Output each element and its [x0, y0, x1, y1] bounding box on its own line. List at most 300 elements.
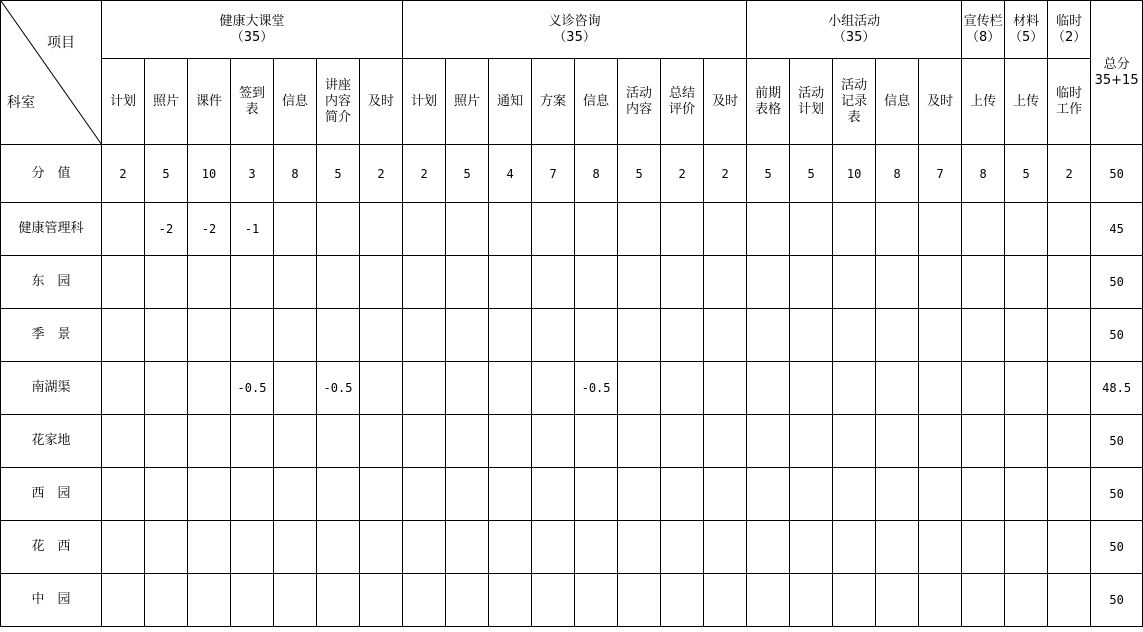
deduction-cell: [231, 574, 274, 627]
deduction-cell: [747, 415, 790, 468]
corner-top-label: 项目: [47, 35, 75, 51]
table-row: [1, 415, 1143, 468]
deduction-cell: [102, 468, 145, 521]
score-value: 5: [747, 145, 790, 203]
total-header: [1091, 1, 1143, 145]
score-value: 3: [231, 145, 274, 203]
deduction-cell: [102, 574, 145, 627]
deduction-cell: [833, 256, 876, 309]
group-label: 临时: [1056, 13, 1083, 29]
deduction-cell: [1005, 203, 1048, 256]
item-header-line: 信息: [281, 93, 308, 109]
deduction-cell: [618, 256, 661, 309]
score-row-label: 分 值: [1, 145, 102, 203]
deduction-cell: [403, 468, 446, 521]
deduction-cell: [1005, 415, 1048, 468]
score-value: 4: [489, 145, 532, 203]
item-header: [446, 59, 489, 145]
deduction-cell: [274, 203, 317, 256]
deduction-cell: [446, 256, 489, 309]
item-header-line: 及时: [712, 93, 739, 109]
deduction-cell: [575, 203, 618, 256]
item-header-line: 上传: [970, 93, 997, 109]
score-value: 5: [145, 145, 188, 203]
deduction-cell: [704, 309, 747, 362]
row-total: 50: [1091, 521, 1143, 574]
deduction-cell: [575, 521, 618, 574]
deduction-cell: [919, 468, 962, 521]
group-label: 宣传栏: [963, 13, 1003, 29]
deduction-cell: [1048, 309, 1091, 362]
group-score: （35）: [832, 29, 876, 45]
deduction-cell: [575, 468, 618, 521]
deduction-cell: [1005, 574, 1048, 627]
deduction-cell: [403, 574, 446, 627]
deduction-cell: [661, 309, 704, 362]
item-header: [489, 59, 532, 145]
deduction-cell: [833, 415, 876, 468]
deduction-cell: [919, 256, 962, 309]
deduction-cell: -2: [188, 203, 231, 256]
deduction-cell: [919, 574, 962, 627]
deduction-cell: -0.5: [317, 362, 360, 415]
deduction-cell: [317, 203, 360, 256]
deduction-cell: [102, 256, 145, 309]
row-total: 45: [1091, 203, 1143, 256]
deduction-cell: [360, 309, 403, 362]
deduction-cell: [403, 309, 446, 362]
group-score: （2）: [1051, 29, 1087, 45]
group-header: [1048, 1, 1091, 59]
deduction-cell: [790, 256, 833, 309]
score-value: 8: [962, 145, 1005, 203]
row-total: 50: [1091, 256, 1143, 309]
item-header-line: 讲座: [324, 77, 351, 93]
deduction-cell: [446, 203, 489, 256]
deduction-cell: [317, 574, 360, 627]
corner-cell: [1, 1, 102, 145]
deduction-cell: [403, 362, 446, 415]
deduction-cell: [962, 203, 1005, 256]
deduction-cell: [919, 362, 962, 415]
deduction-cell: [145, 521, 188, 574]
item-header: [833, 59, 876, 145]
deduction-cell: [231, 256, 274, 309]
deduction-cell: [919, 521, 962, 574]
deduction-cell: [145, 415, 188, 468]
deduction-cell: [231, 521, 274, 574]
dept-name: 健康管理科: [1, 203, 102, 256]
group-header: [747, 1, 962, 59]
table-row: [1, 574, 1143, 627]
deduction-cell: [145, 468, 188, 521]
group-header: [403, 1, 747, 59]
deduction-cell: [188, 415, 231, 468]
deduction-cell: [919, 203, 962, 256]
item-header-line: 签到: [238, 85, 265, 101]
table-row: [1, 362, 1143, 415]
deduction-cell: [102, 415, 145, 468]
deduction-cell: [704, 521, 747, 574]
item-header-line: 临时: [1056, 85, 1083, 101]
table-row: [1, 256, 1143, 309]
deduction-cell: [790, 468, 833, 521]
deduction-cell: [1048, 256, 1091, 309]
group-score: （5）: [1008, 29, 1044, 45]
deduction-cell: [532, 415, 575, 468]
deduction-cell: [618, 415, 661, 468]
deduction-cell: [317, 256, 360, 309]
deduction-cell: [489, 574, 532, 627]
item-header: [704, 59, 747, 145]
deduction-cell: [274, 415, 317, 468]
deduction-cell: [231, 415, 274, 468]
score-value: 2: [1048, 145, 1091, 203]
table-row: [1, 468, 1143, 521]
deduction-cell: [833, 203, 876, 256]
deduction-cell: [446, 309, 489, 362]
score-value: 8: [876, 145, 919, 203]
score-value: 8: [575, 145, 618, 203]
item-header-line: 活动: [626, 85, 653, 101]
deduction-cell: [1005, 309, 1048, 362]
row-total: 50: [1091, 415, 1143, 468]
deduction-cell: [102, 309, 145, 362]
deduction-cell: [532, 362, 575, 415]
item-header-line: 活动: [841, 77, 868, 93]
item-header: [403, 59, 446, 145]
deduction-cell: [274, 574, 317, 627]
item-header-line: 内容: [324, 93, 351, 109]
deduction-cell: [188, 256, 231, 309]
item-header: [919, 59, 962, 145]
deduction-cell: [532, 468, 575, 521]
item-header-line: 及时: [927, 93, 954, 109]
deduction-cell: [1048, 521, 1091, 574]
total-label: 总分: [1103, 56, 1130, 72]
deduction-cell: [532, 309, 575, 362]
deduction-cell: [102, 362, 145, 415]
deduction-cell: [919, 309, 962, 362]
deduction-cell: [575, 574, 618, 627]
deduction-cell: [962, 521, 1005, 574]
group-header: [1005, 1, 1048, 59]
item-header-line: 内容: [626, 101, 653, 117]
item-header-line: 计划: [411, 93, 438, 109]
deduction-cell: [489, 203, 532, 256]
item-header-line: 计划: [798, 101, 825, 117]
deduction-cell: [360, 362, 403, 415]
deduction-cell: [360, 468, 403, 521]
item-header-line: 课件: [195, 93, 222, 109]
score-value: 2: [403, 145, 446, 203]
deduction-cell: [962, 309, 1005, 362]
deduction-cell: [618, 521, 661, 574]
deduction-cell: [317, 521, 360, 574]
deduction-cell: [618, 574, 661, 627]
deduction-cell: [532, 574, 575, 627]
item-header-line: 表格: [755, 101, 782, 117]
item-header: [575, 59, 618, 145]
deduction-cell: [790, 362, 833, 415]
corner-bottom-label: 科室: [7, 95, 35, 111]
deduction-cell: [876, 203, 919, 256]
item-header-line: 前期: [755, 85, 782, 101]
header-row-items: [1, 59, 1143, 145]
deduction-cell: [661, 468, 704, 521]
deduction-cell: [962, 256, 1005, 309]
deduction-cell: [747, 574, 790, 627]
item-header: [188, 59, 231, 145]
dept-name: 西 园: [1, 468, 102, 521]
item-header-line: 及时: [368, 93, 395, 109]
deduction-cell: [446, 468, 489, 521]
deduction-cell: [145, 256, 188, 309]
item-header-line: 信息: [583, 93, 610, 109]
item-header-line: 记录: [841, 93, 868, 109]
deduction-cell: [876, 415, 919, 468]
deduction-cell: [790, 203, 833, 256]
item-header-line: 照片: [454, 93, 481, 109]
deduction-cell: [1005, 362, 1048, 415]
deduction-cell: [188, 574, 231, 627]
row-total: 48.5: [1091, 362, 1143, 415]
deduction-cell: [962, 415, 1005, 468]
deduction-cell: [489, 468, 532, 521]
item-header: [532, 59, 575, 145]
deduction-cell: [790, 309, 833, 362]
deduction-cell: [833, 309, 876, 362]
deduction-cell: -1: [231, 203, 274, 256]
deduction-cell: [188, 362, 231, 415]
deduction-cell: [747, 309, 790, 362]
group-label: 义诊咨询: [548, 13, 601, 29]
deduction-cell: [231, 309, 274, 362]
deduction-cell: [876, 256, 919, 309]
deduction-cell: [833, 574, 876, 627]
deduction-cell: [661, 256, 704, 309]
deduction-cell: [102, 521, 145, 574]
deduction-cell: [919, 415, 962, 468]
deduction-cell: [446, 362, 489, 415]
deduction-cell: [1005, 256, 1048, 309]
item-header: [231, 59, 274, 145]
table-row: [1, 203, 1143, 256]
deduction-cell: [876, 521, 919, 574]
score-value: 5: [790, 145, 833, 203]
item-header: [661, 59, 704, 145]
score-value: 7: [919, 145, 962, 203]
score-value: 10: [188, 145, 231, 203]
score-value: 2: [661, 145, 704, 203]
deduction-cell: [274, 521, 317, 574]
deduction-cell: [446, 574, 489, 627]
deduction-cell: [618, 309, 661, 362]
deduction-cell: [188, 521, 231, 574]
deduction-cell: [833, 468, 876, 521]
score-total: 50: [1091, 145, 1143, 203]
dept-name: 季 景: [1, 309, 102, 362]
deduction-cell: [1048, 574, 1091, 627]
deduction-cell: [575, 309, 618, 362]
item-header-line: 表: [245, 101, 259, 117]
deduction-cell: [661, 521, 704, 574]
group-label: 材料: [1013, 13, 1040, 29]
row-total: 50: [1091, 468, 1143, 521]
item-header: [360, 59, 403, 145]
deduction-cell: [274, 468, 317, 521]
deduction-cell: [618, 203, 661, 256]
deduction-cell: [317, 309, 360, 362]
table-row: [1, 309, 1143, 362]
group-score: （8）: [965, 29, 1001, 45]
deduction-cell: [145, 574, 188, 627]
deduction-cell: [876, 309, 919, 362]
deduction-cell: [532, 521, 575, 574]
deduction-cell: [876, 468, 919, 521]
deduction-cell: [661, 574, 704, 627]
deduction-cell: [274, 362, 317, 415]
header-row-groups: [1, 1, 1143, 59]
score-value: 10: [833, 145, 876, 203]
deduction-cell: [1048, 468, 1091, 521]
deduction-cell: [274, 256, 317, 309]
deduction-cell: [360, 256, 403, 309]
deduction-cell: [188, 309, 231, 362]
item-header: [1005, 59, 1048, 145]
item-header-line: 表: [847, 109, 861, 125]
item-header-line: 照片: [152, 93, 179, 109]
deduction-cell: [317, 468, 360, 521]
total-formula: 35+15: [1094, 72, 1139, 88]
deduction-cell: [790, 521, 833, 574]
deduction-cell: [704, 415, 747, 468]
score-value: 5: [317, 145, 360, 203]
deduction-cell: [747, 521, 790, 574]
item-header-line: 计划: [109, 93, 136, 109]
score-value: 7: [532, 145, 575, 203]
deduction-cell: [876, 362, 919, 415]
deduction-cell: [231, 468, 274, 521]
dept-name: 东 园: [1, 256, 102, 309]
deduction-cell: -2: [145, 203, 188, 256]
deduction-cell: [1005, 521, 1048, 574]
item-header-line: 通知: [497, 93, 524, 109]
deduction-cell: [1005, 468, 1048, 521]
deduction-cell: [962, 574, 1005, 627]
deduction-cell: [102, 203, 145, 256]
deduction-cell: [747, 362, 790, 415]
item-header: [876, 59, 919, 145]
deduction-cell: [833, 521, 876, 574]
score-value: 2: [360, 145, 403, 203]
deduction-cell: [790, 415, 833, 468]
row-total: 50: [1091, 309, 1143, 362]
group-score: （35）: [553, 29, 596, 45]
group-label: 健康大课堂: [219, 13, 285, 29]
deduction-cell: -0.5: [575, 362, 618, 415]
deduction-cell: [962, 362, 1005, 415]
score-value: 2: [704, 145, 747, 203]
deduction-cell: [446, 415, 489, 468]
item-header: [747, 59, 790, 145]
dept-name: 花 西: [1, 521, 102, 574]
deduction-cell: [317, 415, 360, 468]
deduction-cell: [489, 362, 532, 415]
deduction-cell: [661, 415, 704, 468]
score-value: 5: [618, 145, 661, 203]
deduction-cell: [747, 203, 790, 256]
deduction-cell: [403, 256, 446, 309]
deduction-cell: [446, 521, 489, 574]
item-header-line: 方案: [540, 93, 567, 109]
deduction-cell: [704, 203, 747, 256]
deduction-cell: [403, 521, 446, 574]
dept-name: 中 园: [1, 574, 102, 627]
deduction-cell: [575, 415, 618, 468]
score-value: 5: [1005, 145, 1048, 203]
deduction-cell: [403, 203, 446, 256]
item-header: [962, 59, 1005, 145]
item-header: [145, 59, 188, 145]
deduction-cell: [532, 203, 575, 256]
deduction-cell: [747, 256, 790, 309]
deduction-cell: [790, 574, 833, 627]
deduction-cell: [403, 415, 446, 468]
deduction-cell: [661, 203, 704, 256]
deduction-cell: -0.5: [231, 362, 274, 415]
deduction-cell: [876, 574, 919, 627]
deduction-cell: [145, 362, 188, 415]
deduction-cell: [489, 415, 532, 468]
item-header-line: 上传: [1013, 93, 1040, 109]
diagonal-line: [1, 1, 102, 145]
item-header-line: 信息: [884, 93, 911, 109]
deduction-cell: [962, 468, 1005, 521]
deduction-cell: [532, 256, 575, 309]
deduction-cell: [1048, 203, 1091, 256]
deduction-cell: [360, 203, 403, 256]
dept-name: 花家地: [1, 415, 102, 468]
score-value: 2: [102, 145, 145, 203]
row-total: 50: [1091, 574, 1143, 627]
deduction-cell: [1048, 362, 1091, 415]
group-header: [102, 1, 403, 59]
deduction-cell: [704, 468, 747, 521]
deduction-cell: [1048, 415, 1091, 468]
item-header: [790, 59, 833, 145]
item-header-line: 总结: [669, 85, 696, 101]
deduction-cell: [618, 362, 661, 415]
deduction-cell: [360, 521, 403, 574]
deduction-cell: [661, 362, 704, 415]
dept-name: 南湖渠: [1, 362, 102, 415]
deduction-cell: [575, 256, 618, 309]
item-header-line: 活动: [798, 85, 825, 101]
deduction-cell: [360, 574, 403, 627]
item-header: [618, 59, 661, 145]
deduction-cell: [618, 468, 661, 521]
group-label: 小组活动: [828, 13, 881, 29]
item-header-line: 评价: [669, 101, 696, 117]
table-row: [1, 521, 1143, 574]
deduction-cell: [833, 362, 876, 415]
deduction-cell: [489, 256, 532, 309]
item-header: [102, 59, 145, 145]
item-header-line: 工作: [1056, 101, 1083, 117]
deduction-cell: [747, 468, 790, 521]
deduction-cell: [489, 309, 532, 362]
